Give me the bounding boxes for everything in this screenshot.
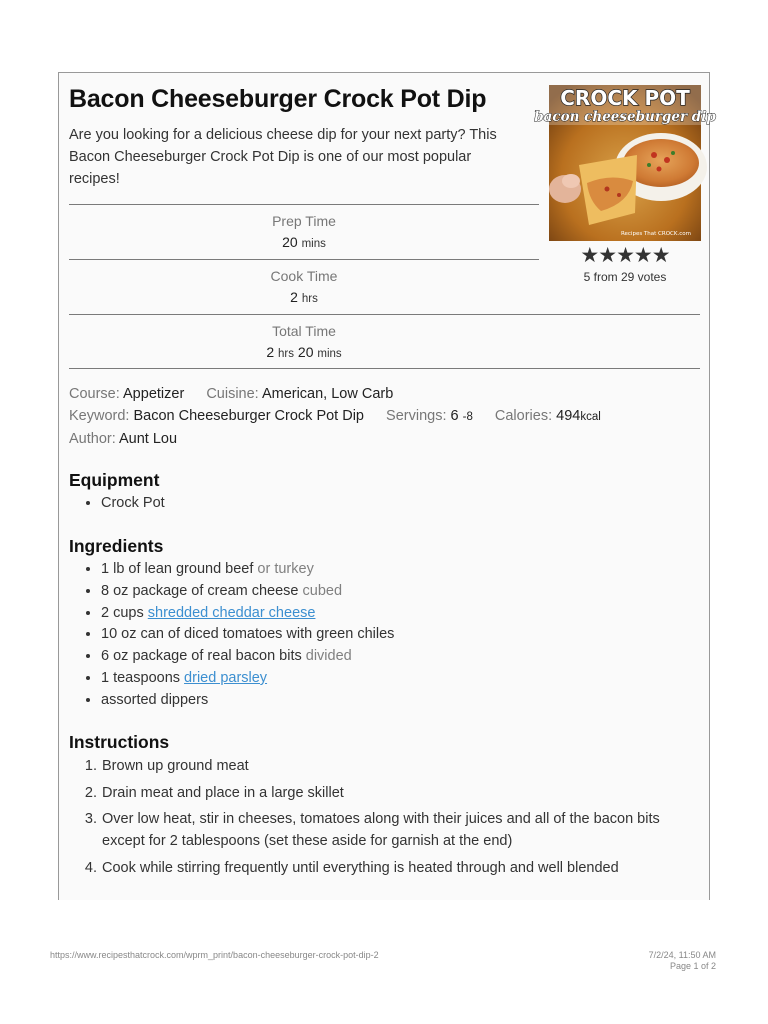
time-table [69,204,539,369]
ingredient-link-cheddar[interactable]: shredded cheddar cheese [147,604,316,621]
rating-stars-icon[interactable]: ★★★★★ [580,244,670,267]
photo-banner-title: CROCK POT [560,86,690,110]
recipe-summary: Are you looking for a delicious cheese dip for your next party? This Bacon Cheeseburger Crock Pot Dip is one of our most popular recipes! [69,127,497,187]
author-field: Author: Aunt Lou [69,431,178,447]
cook-time-unit: hrs [301,293,318,305]
ingredient-item: • 10 oz can of diced tomatoes with green chiles [101,624,699,646]
prep-time-value: 20 [282,234,298,250]
footer-url: https://www.recipesthatcrock.com/wprm_print/bacon-cheeseburger-crock-pot-dip-2 [50,950,379,960]
prep-time [69,204,539,259]
footer-datetime: 7/2/24, 11:50 AM [648,950,716,960]
instructions-section [69,732,699,883]
instruction-step: 1. Brown up ground meat [101,755,699,777]
prep-time-label: Prep Time [272,213,336,229]
keyword-field: Keyword: Bacon Cheeseburger Crock Pot Dip [69,408,364,424]
recipe-title: Bacon Cheeseburger Crock Pot Dip [69,85,487,113]
total-time-hours-unit: hrs [278,348,295,360]
ingredient-item: • assorted dippers [101,690,699,712]
photo-banner-subtitle: bacon cheeseburger dip [534,109,716,125]
ingredient-link-parsley[interactable]: dried parsley [184,669,268,686]
rating-votes: 5 from 29 votes [583,270,667,284]
prep-time-unit: mins [301,238,326,250]
recipe-meta [69,383,699,450]
photo-watermark: Recipes That CROCK.com [620,231,691,237]
calories-field: Calories: 494kcal [494,408,601,424]
ingredient-item: • 8 oz package of cream cheese cubed [101,581,699,603]
rating-block [549,245,701,284]
recipe-card [58,72,716,900]
total-time-minutes: 20 [297,344,314,360]
ingredient-item: • 6 oz package of real bacon bits divided [101,646,699,668]
footer-page-number: Page 1 of 2 [669,961,716,971]
total-time-hours: 2 [266,344,275,360]
ingredients-heading: Ingredients [69,536,164,556]
equipment-item: • Crock Pot [101,493,699,515]
servings-value[interactable]: 6 [450,408,459,424]
instructions-heading: Instructions [69,732,170,752]
instruction-step: 3. Over low heat, stir in cheeses, tomatoes along with their juices and all of the bacon bits except for 2 tablespoons (set these aside for garnish at the end) [101,808,699,852]
ingredient-item: • 1 lb of lean ground beef or turkey [101,559,699,581]
total-time-minutes-unit: mins [317,348,342,360]
instruction-step: 4. Cook while stirring frequently until everything is heated through and well blended [101,857,699,879]
recipe-photo [534,85,716,241]
equipment-heading: Equipment [69,470,160,490]
cuisine-field: Cuisine: American, Low Carb [206,386,394,402]
instruction-step: 2. Drain meat and place in a large skillet [101,782,699,804]
cook-time [69,259,539,314]
total-time [69,314,700,369]
ingredient-item: • 2 cups shredded cheddar cheese [101,603,699,625]
servings-field: Servings: 6 -8 [386,408,473,424]
ingredients-section [69,536,699,712]
cook-time-label: Cook Time [270,268,338,284]
equipment-section [69,470,699,515]
cook-time-value: 2 [290,289,298,305]
course-field: Course: Appetizer [69,386,185,402]
total-time-label: Total Time [272,323,336,339]
ingredient-item: • 1 teaspoons dried parsley [101,668,699,690]
footer-info [649,950,716,972]
